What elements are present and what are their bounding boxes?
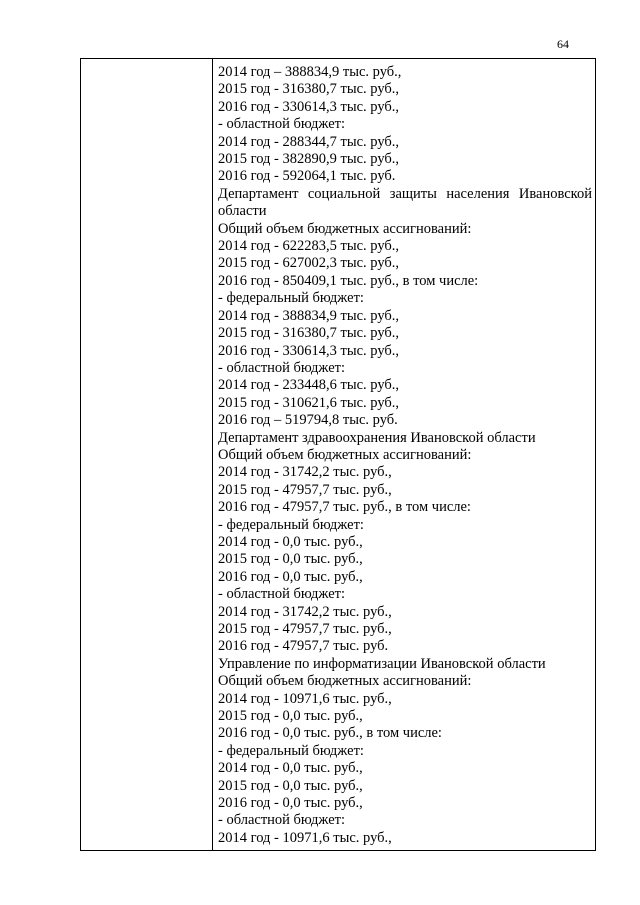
- table-cell-budget-text: [213, 59, 596, 851]
- text-line: - федеральный бюджет:: [218, 742, 364, 759]
- text-line: 2016 год - 0,0 тыс. руб.,: [218, 568, 363, 585]
- text-line: 2015 год - 316380,7 тыс. руб.,: [218, 81, 400, 98]
- text-line: 2016 год – 519794,8 тыс. руб.: [218, 412, 398, 429]
- text-line: - областной бюджет:: [218, 586, 346, 603]
- text-line: 2014 год - 31742,2 тыс. руб.,: [218, 464, 392, 481]
- text-line: 2016 год - 47957,7 тыс. руб., в том числе:: [218, 499, 471, 516]
- text-line: Управление по информатизации Ивановской области: [218, 655, 546, 672]
- text-line: 2014 год - 622283,5 тыс. руб.,: [218, 238, 400, 255]
- text-line: 2014 год - 288344,7 тыс. руб.,: [218, 133, 400, 150]
- text-line: 2015 год - 0,0 тыс. руб.,: [218, 551, 363, 568]
- text-line: 2015 год - 0,0 тыс. руб.,: [218, 777, 363, 794]
- text-line: 2014 год - 31742,2 тыс. руб.,: [218, 603, 392, 620]
- text-line: 2015 год - 316380,7 тыс. руб.,: [218, 325, 400, 342]
- text-line: 2016 год - 330614,3 тыс. руб.,: [218, 342, 400, 359]
- budget-lines: [218, 59, 592, 847]
- text-line: 2015 год - 382890,9 тыс. руб.,: [218, 151, 400, 168]
- text-line: 2014 год – 388834,9 тыс. руб.,: [218, 64, 402, 80]
- text-line: - областной бюджет:: [218, 359, 346, 376]
- text-line: 2015 год - 0,0 тыс. руб.,: [218, 708, 363, 725]
- text-line: 2015 год - 47957,7 тыс. руб.,: [218, 481, 392, 498]
- text-line: области: [218, 203, 267, 220]
- text-line: Департамент здравоохранения Ивановской области: [218, 429, 536, 446]
- table-row: [81, 59, 596, 851]
- text-line: - областной бюджет:: [218, 812, 346, 829]
- text-line: Общий объем бюджетных ассигнований:: [218, 673, 472, 690]
- text-line: 2016 год - 850409,1 тыс. руб., в том числе:: [218, 272, 479, 289]
- text-line: 2015 год - 627002,3 тыс. руб.,: [218, 255, 400, 272]
- text-line: 2014 год - 388834,9 тыс. руб.,: [218, 307, 400, 324]
- text-line: Общий объем бюджетных ассигнований:: [218, 446, 472, 463]
- table-cell-empty: [81, 59, 213, 851]
- text-line: - федеральный бюджет:: [218, 516, 364, 533]
- text-line: 2014 год - 0,0 тыс. руб.,: [218, 760, 363, 777]
- text-line: 2016 год - 592064,1 тыс. руб.: [218, 168, 396, 185]
- text-line: Общий объем бюджетных ассигнований:: [218, 220, 472, 237]
- text-line: 2014 год - 233448,6 тыс. руб.,: [218, 377, 400, 394]
- text-line: 2015 год - 47957,7 тыс. руб.,: [218, 621, 392, 637]
- text-line: 2016 год - 47957,7 тыс. руб.: [218, 638, 389, 655]
- text-line: 2014 год - 10971,6 тыс. руб.,: [218, 690, 392, 707]
- text-line: - федеральный бюджет:: [218, 290, 364, 307]
- text-line: 2016 год - 0,0 тыс. руб.,: [218, 795, 363, 812]
- text-line: 2014 год - 10971,6 тыс. руб.,: [218, 829, 392, 846]
- text-line: Департамент социальной защиты населения Ивановской: [218, 185, 592, 202]
- page-number: 64: [557, 37, 569, 51]
- text-line: 2016 год - 330614,3 тыс. руб.,: [218, 98, 400, 115]
- text-line: 2014 год - 0,0 тыс. руб.,: [218, 533, 363, 550]
- budget-table: [80, 58, 596, 851]
- text-line: 2016 год - 0,0 тыс. руб., в том числе:: [218, 725, 442, 742]
- text-line: 2015 год - 310621,6 тыс. руб.,: [218, 394, 400, 411]
- text-line: - областной бюджет:: [218, 116, 346, 133]
